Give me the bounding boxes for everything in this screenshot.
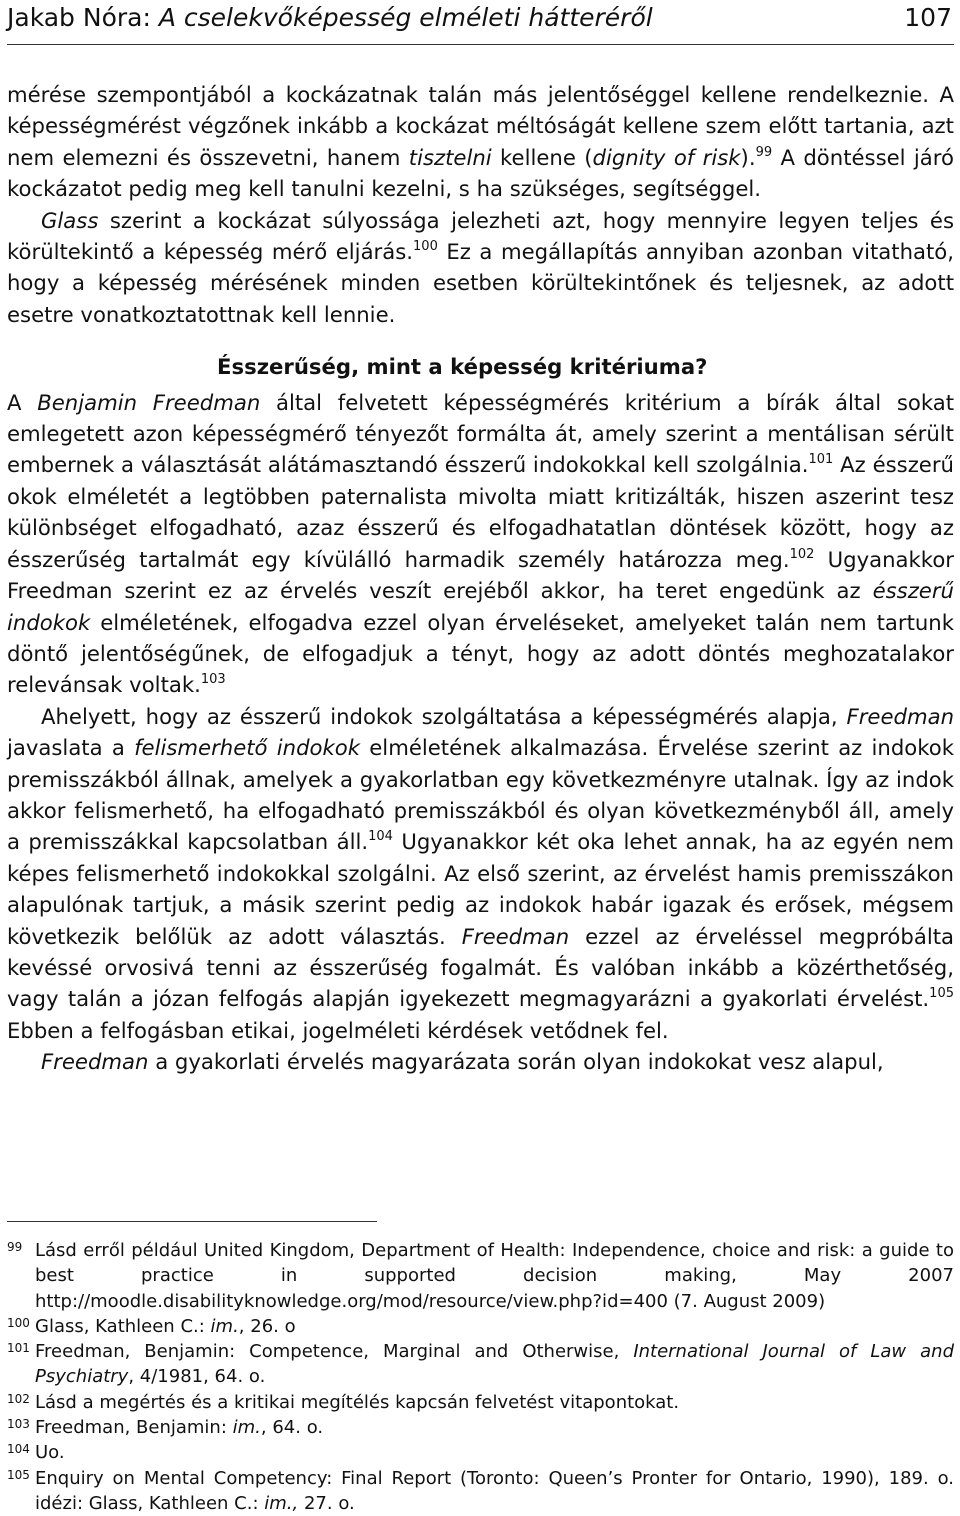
footnote-101	[7, 1339, 954, 1390]
paragraph-4	[7, 701, 954, 1046]
footnotes	[7, 1238, 954, 1516]
footnote-100	[7, 1314, 954, 1339]
text-run: , 26. o	[238, 1315, 296, 1337]
text-run: Ugyanakkor Freedman szerint ez az érvelés veszít erejéből akkor, ha teret engedünk az	[7, 546, 954, 604]
footnote-text	[35, 1314, 954, 1339]
emphasis: Benjamin Freedman	[37, 389, 261, 415]
text-run: ezzel az érveléssel megpróbálta kevéssé orvosivá tenni az ésszerűség fogalmát. És valóban inkább a közérthetőség, vagy talán a józan felfogás alapján igyekezett megmagyarázni a gyakorlati érvelést.	[7, 923, 954, 1012]
text-run: Freedman, Benjamin:	[35, 1417, 233, 1439]
text-run: javaslata a	[7, 735, 135, 761]
text-run: Ez a megállapítás annyiban azonban vitatható, hogy a képesség mérésének minden esetben körültekintőnek és teljesnek, az adott esetre vonatkoztatottnak kell lennie.	[7, 239, 955, 327]
text-run: , 64. o.	[260, 1417, 324, 1439]
text-run: Ugyanakkor két oka lehet annak, ha az egyén nem képes felismerhető indokokkal szolgálni. Az első szerint, az érvelést hamis premisszákon alapulónak tartjuk, a másik szerint pedig az indokok habár igazak és erősek, mégsem következik belőlük az adott választás.	[7, 829, 954, 949]
emphasis: Freedman	[461, 923, 570, 949]
footnote-text	[35, 1440, 954, 1465]
text-run: Ahelyett, hogy az ésszerű indokok szolgáltatása a képességmérés alapja,	[41, 703, 847, 729]
footnote-number: 104	[7, 1442, 30, 1457]
footnote-ref[interactable]: 103	[200, 672, 226, 688]
footnote-ref[interactable]: 100	[413, 238, 438, 254]
text-run: ).	[740, 144, 756, 170]
emphasis: Freedman	[846, 703, 954, 729]
emphasis: International Journal of Law and Psychiatry	[35, 1341, 954, 1388]
text-run: szerint a kockázat súlyossága jelezheti azt, hogy mennyire legyen teljes és körültekintő a képesség mérő eljárás.	[7, 207, 954, 265]
text-run: Lásd a megértés és a kritikai megítélés kapcsán felvetést vitapontokat.	[35, 1391, 680, 1413]
footnote-102	[7, 1390, 954, 1415]
footnote-number: 100	[7, 1315, 30, 1330]
main-text	[7, 79, 954, 1078]
header-title: A cselekvőképesség elméleti hátteréről	[158, 3, 653, 32]
text-run: Ebben a felfogásban etikai, jogelméleti kérdések vetődnek fel.	[7, 1017, 669, 1043]
text-run: elméletének, elfogadva ezzel olyan érveléseket, amelyeket talán nem tartunk döntő jelentőségűnek, de elfogadjuk a tényt, hogy az adott döntés meghozatalakor relevánsak voltak.	[7, 609, 954, 698]
page-number: 107	[904, 3, 952, 32]
running-header	[7, 0, 954, 45]
footnote-number: 103	[7, 1417, 30, 1432]
footnote-ref[interactable]: 102	[789, 546, 815, 562]
running-title	[7, 0, 653, 36]
emphasis: tisztelni	[408, 144, 492, 170]
emphasis: im.,	[264, 1492, 299, 1514]
section-heading: Ésszerűség, mint a képesség kritériuma?	[217, 354, 708, 380]
text-run: Uo.	[35, 1442, 65, 1464]
text-run: Glass, Kathleen C.:	[35, 1315, 211, 1337]
footnote-ref[interactable]: 104	[368, 829, 393, 845]
paragraph-1	[7, 79, 954, 205]
footnote-ref[interactable]: 99	[755, 144, 773, 160]
emphasis: Freedman	[41, 1049, 149, 1075]
footnote-text	[35, 1339, 954, 1390]
footnote-number: 99	[7, 1240, 23, 1254]
footnote-text	[35, 1238, 954, 1314]
footnote-number: 105	[7, 1467, 30, 1482]
text-run: Az ésszerű okok elméletét a legtöbben paternalista mivolta miatt kritizálták, hiszen aszerint tesz különbséget elfogadható, azaz ésszerű és elfogadhatatlan döntések között, hogy az ésszerűség tartalmát egy kívülálló harmadik személy határozza meg.	[7, 452, 954, 572]
text-run: , 4/1981, 64. o.	[128, 1366, 266, 1388]
text-run: 27. o.	[298, 1492, 355, 1514]
text-run: A döntéssel járó kockázatot pedig meg kell tanulni kezelni, s ha szükséges, segítséggel.	[7, 144, 954, 202]
footnote-number: 101	[7, 1341, 30, 1356]
footnote-ref[interactable]: 101	[808, 452, 834, 468]
paragraph-2	[7, 205, 954, 331]
footnote-104	[7, 1440, 954, 1465]
text-run: Freedman, Benjamin: Competence, Marginal and Otherwise,	[35, 1341, 634, 1363]
emphasis: dignity of risk	[592, 144, 741, 170]
footnote-text	[35, 1415, 954, 1440]
emphasis: felismerhető indokok	[134, 735, 361, 761]
text-run: A	[7, 389, 38, 415]
text-run: elméletének alkalmazása. Érvelése szerint az indokok premisszákból állnak, amelyek a gyakorlatban egy következményre utalnak. Így az indok akkor felismerhető, ha elfogadható premisszákból és olyan következményből áll, amely a premisszákkal kapcsolatban áll.	[7, 735, 955, 855]
text-run: kellene (	[491, 144, 593, 170]
text-run: Lásd erről például United Kingdom, Department of Health: Independence, choice and risk: a guide to best practice in supported decision making, May 2007 http://moodle.disabilityknowledge.org/mod/resource/view.php?id=400 (7. August 2009)	[35, 1240, 954, 1312]
text-run: Enquiry on Mental Competency: Final Report (Toronto: Queen’s Pronter for Ontario, 1990), 189. o. idézi: Glass, Kathleen C.:	[35, 1467, 954, 1514]
paragraph-3	[7, 387, 954, 701]
emphasis: Glass	[41, 207, 99, 233]
footnote-text	[35, 1466, 954, 1516]
footnote-103	[7, 1415, 954, 1440]
footnote-105	[7, 1466, 954, 1516]
emphasis: im.	[232, 1417, 261, 1439]
footnote-separator	[7, 1221, 377, 1222]
text-run: a gyakorlati érvelés magyarázata során olyan indokokat vesz alapul,	[148, 1049, 884, 1075]
header-author: Jakab Nóra:	[7, 3, 151, 32]
footnote-text	[35, 1390, 954, 1415]
emphasis: ésszerű indokok	[7, 578, 954, 635]
footnote-ref[interactable]: 105	[929, 986, 954, 1002]
footnote-number: 102	[7, 1391, 30, 1406]
footnote-99	[7, 1238, 954, 1314]
text-run: mérése szempontjából a kockázatnak talán más jelentőséggel kellene rendelkeznie. A képességmérést végzőnek inkább a kockázat méltóságát kellene szem előtt tartania, azt nem elemezni és összevetni, hanem	[7, 82, 954, 170]
text-run: által felvetett képességmérés kritérium a bírák által sokat emlegetett azon képességmérő tényezőt formálta át, amely szerint a mentálisan sérült embernek a választását alátámasztandó ésszerű indokokkal kell szolgálnia.	[7, 389, 955, 478]
emphasis: im.	[210, 1315, 239, 1337]
paragraph-5	[7, 1046, 954, 1077]
